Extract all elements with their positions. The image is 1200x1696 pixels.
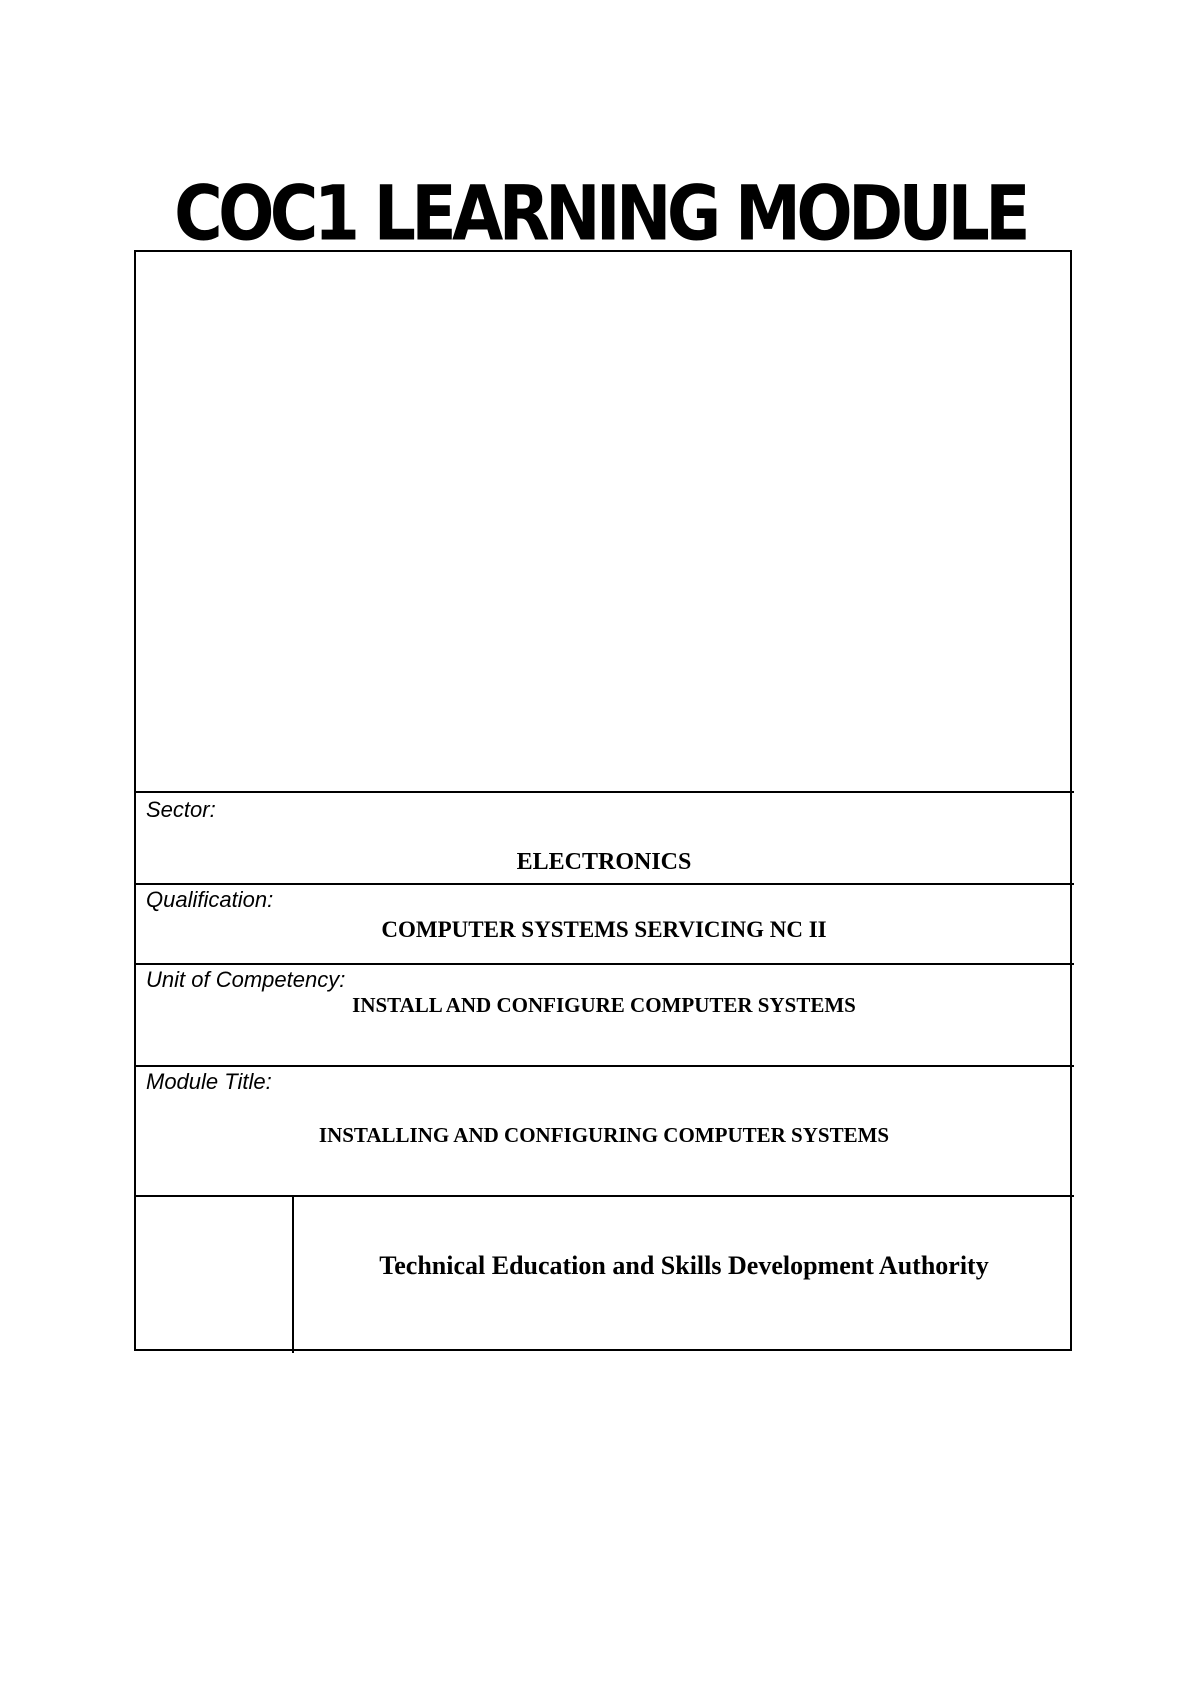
sector-label: Sector:	[146, 797, 216, 822]
authority-row	[134, 1195, 1074, 1353]
qualification-value: COMPUTER SYSTEMS SERVICING NC II	[381, 917, 827, 942]
authority-name: Technical Education and Skills Development Authority	[379, 1251, 989, 1280]
logo-cell	[134, 1197, 294, 1353]
sector-row	[134, 791, 1074, 883]
qualification-row	[134, 883, 1074, 963]
unit-of-competency-value: INSTALL AND CONFIGURE COMPUTER SYSTEMS	[352, 993, 856, 1017]
module-title-value: INSTALLING AND CONFIGURING COMPUTER SYSTEMS	[318, 1123, 890, 1147]
cover-frame	[134, 250, 1072, 1351]
module-title-row	[134, 1065, 1074, 1195]
unit-of-competency-row	[134, 963, 1074, 1065]
unit-of-competency-label: Unit of Competency:	[146, 967, 346, 992]
module-title-label: Module Title:	[146, 1069, 272, 1094]
cover-image-area	[136, 252, 1070, 792]
qualification-label: Qualification:	[146, 887, 274, 912]
sector-value: ELECTRONICS	[516, 849, 692, 875]
page-title: COC1 LEARNING MODULE	[174, 169, 1026, 258]
